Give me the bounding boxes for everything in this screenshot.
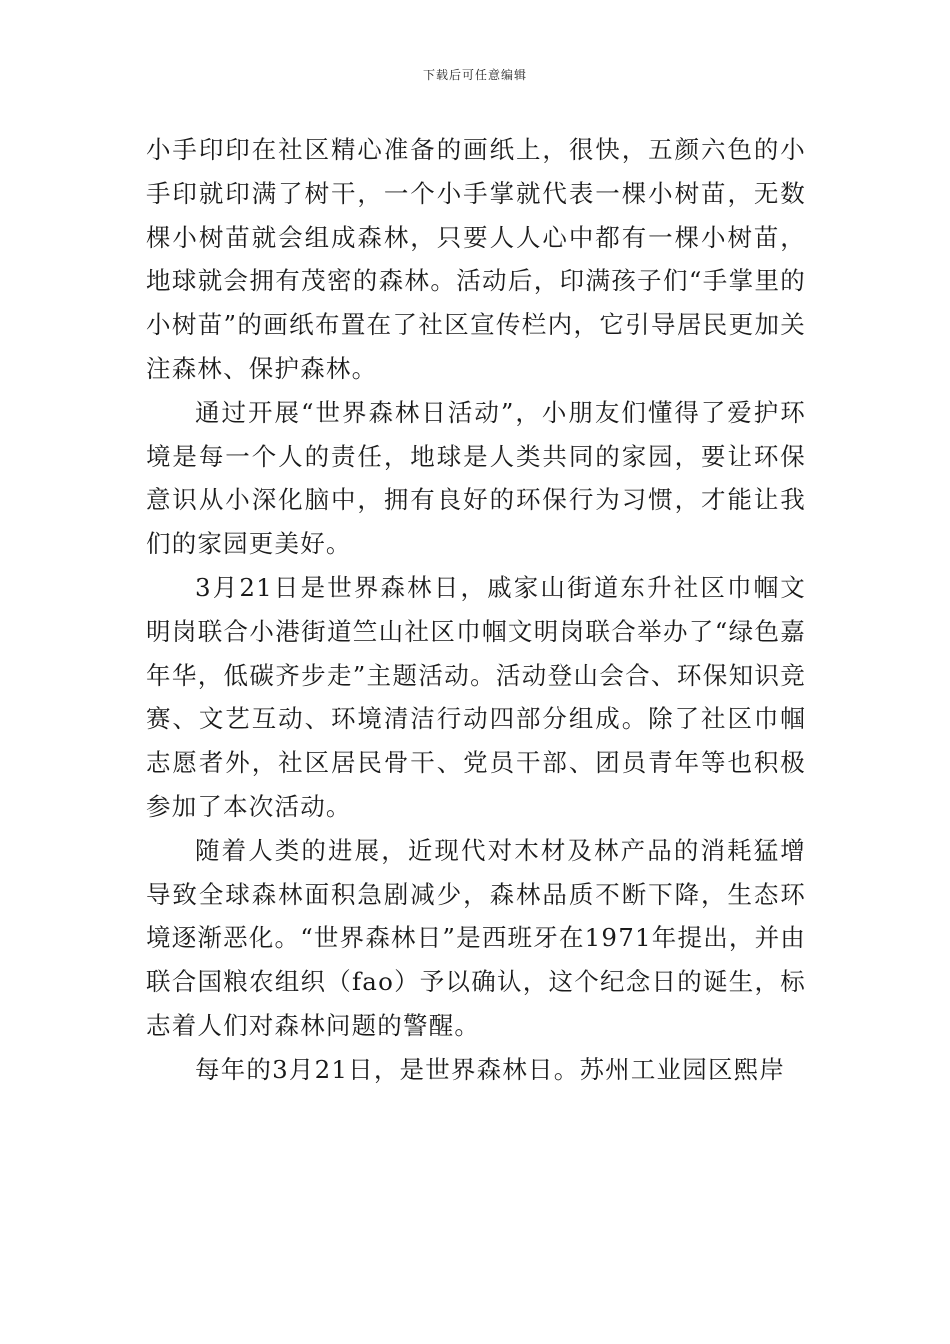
paragraph-4: 随着人类的进展，近现代对木材及林产品的消耗猛增导致全球森林面积急剧减少，森林品质不断下降，生态环境逐渐恶化。“世界森林日”是西班牙在1971年提出，并由联合国粮农组织（fao）予以确认，这个纪念日的诞生，标志着人们对森林问题的警醒。 <box>146 835 806 1040</box>
page-header: 下载后可任意编辑 <box>422 68 527 82</box>
document-body <box>146 128 806 1092</box>
paragraph-2: 通过开展“世界森林日活动”，小朋友们懂得了爱护环境是每一个人的责任，地球是人类共同的家园，要让环保意识从小深化脑中，拥有良好的环保行为习惯，才能让我们的家园更美好。 <box>146 397 806 559</box>
paragraph-5: 每年的3月21日，是世界森林日。苏州工业园区熙岸 <box>195 1054 786 1084</box>
paragraph-1: 小手印印在社区精心准备的画纸上，很快，五颜六色的小手印就印满了树干，一个小手掌就代表一棵小树苗，无数棵小树苗就会组成森林，只要人人心中都有一棵小树苗，地球就会拥有茂密的森林。活动后，印满孩子们“手掌里的小树苗”的画纸布置在了社区宣传栏内，它引导居民更加关注森林、保护森林。 <box>146 135 806 383</box>
paragraph-3: 3月21日是世界森林日，戚家山街道东升社区巾帼文明岗联合小港街道竺山社区巾帼文明岗联合举办了“绿色嘉年华，低碳齐步走”主题活动。活动登山会合、环保知识竞赛、文艺互动、环境清洁行动四部分组成。除了社区巾帼志愿者外，社区居民骨干、党员干部、团员青年等也积极参加了本次活动。 <box>146 572 806 821</box>
